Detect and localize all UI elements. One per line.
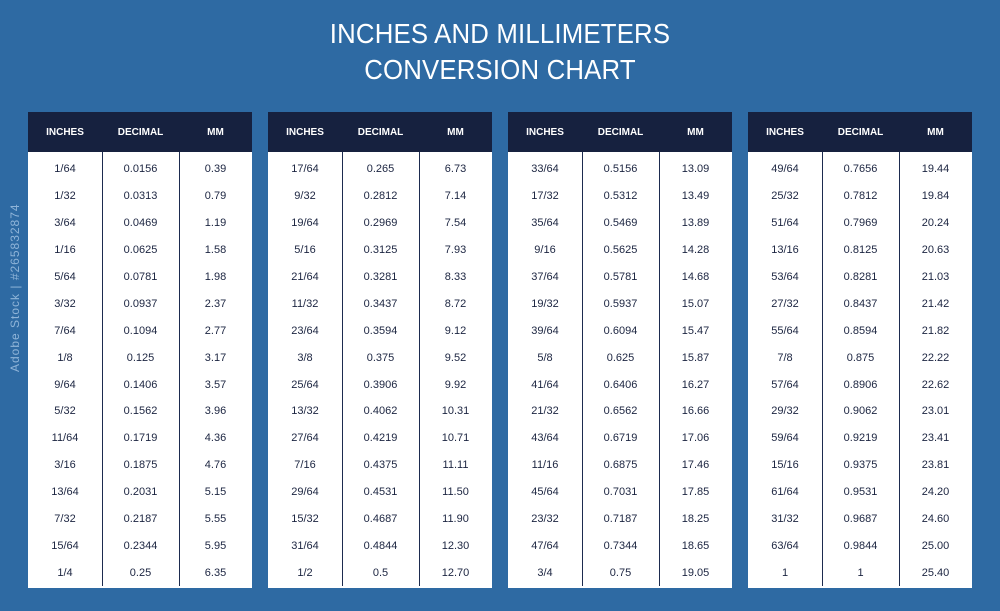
cell-decimal: 0.625: [606, 351, 635, 364]
cell-inches: 15/16: [771, 459, 799, 472]
cell-mm: 19.05: [681, 566, 710, 579]
cell-inches: 3/4: [537, 566, 553, 579]
cell-inches: 31/64: [291, 539, 319, 552]
cell-inches: 49/64: [771, 163, 799, 176]
cell-decimal: 0.6562: [603, 405, 638, 418]
cell-inches: 27/32: [771, 297, 799, 310]
cell-inches: 29/64: [291, 486, 319, 499]
rows-container: [508, 156, 732, 586]
cell-inches: 27/64: [291, 432, 319, 445]
cell-decimal: 0.5: [372, 566, 389, 579]
cell-inches: 1: [781, 566, 789, 579]
table-row: [268, 452, 492, 479]
cell-mm: 12.30: [441, 539, 470, 552]
cell-inches: 11/64: [51, 432, 79, 445]
cell-mm: 20.24: [921, 217, 950, 230]
cell-inches: 15/64: [51, 539, 79, 552]
table-row: [748, 183, 972, 210]
cell-decimal: 1: [857, 566, 864, 579]
cell-inches: 1/4: [57, 566, 73, 579]
cell-mm: 25.40: [921, 566, 950, 579]
cell-inches: 35/64: [531, 217, 559, 230]
cell-inches: 21/32: [531, 405, 559, 418]
cell-decimal: 0.7187: [603, 513, 638, 526]
cell-mm: 4.36: [204, 432, 227, 445]
cell-decimal: 0.9375: [843, 459, 878, 472]
cell-mm: 18.25: [681, 513, 710, 526]
cell-mm: 11.50: [442, 486, 469, 499]
cell-mm: 23.01: [921, 405, 950, 418]
cell-inches: 55/64: [771, 324, 799, 337]
cell-decimal: 0.2812: [363, 190, 398, 203]
cell-decimal: 0.4375: [363, 459, 398, 472]
header-mm: MM: [447, 126, 464, 138]
cell-inches: 3/64: [54, 217, 76, 230]
table-row: [508, 559, 732, 586]
table-row: [268, 264, 492, 291]
cell-mm: 8.33: [444, 271, 467, 283]
cell-mm: 17.85: [681, 486, 710, 499]
cell-inches: 25/64: [291, 378, 319, 391]
table-row: [508, 532, 732, 559]
title-line-1: INCHES AND MILLIMETERS: [329, 18, 671, 49]
cell-decimal: 0.125: [126, 351, 155, 364]
table-row: [508, 317, 732, 344]
table-row: [28, 479, 252, 506]
cell-inches: 9/32: [294, 190, 316, 203]
cell-inches: 11/32: [291, 297, 319, 310]
cell-inches: 13/64: [51, 486, 79, 499]
cell-mm: 7.93: [444, 244, 467, 257]
cell-inches: 5/32: [54, 405, 76, 418]
cell-mm: 15.87: [681, 351, 710, 364]
cell-mm: 2.37: [204, 297, 227, 310]
cell-inches: 61/64: [771, 486, 799, 499]
cell-mm: 24.60: [921, 513, 950, 526]
table-row: [28, 398, 252, 425]
rows-container: [268, 156, 492, 586]
cell-mm: 24.20: [921, 486, 950, 499]
cell-inches: 1/8: [57, 351, 73, 364]
table-row: [748, 237, 972, 264]
cell-decimal: 0.5781: [603, 271, 638, 283]
table-row: [268, 183, 492, 210]
cell-inches: 1/16: [54, 244, 76, 257]
conversion-table-4: [748, 112, 972, 588]
table-body: [28, 152, 252, 588]
cell-mm: 22.22: [921, 351, 950, 364]
cell-mm: 21.42: [921, 297, 950, 310]
rows-container: [28, 156, 252, 586]
cell-mm: 9.12: [444, 324, 467, 337]
cell-mm: 5.95: [204, 539, 227, 552]
table-row: [268, 532, 492, 559]
cell-mm: 9.52: [444, 351, 467, 364]
cell-decimal: 0.8281: [843, 271, 878, 283]
cell-decimal: 0.375: [366, 351, 395, 364]
cell-mm: 1.58: [204, 244, 227, 257]
cell-mm: 8.72: [444, 297, 467, 310]
cell-decimal: 0.2969: [363, 217, 398, 230]
cell-mm: 3.57: [204, 378, 227, 391]
table-row: [508, 479, 732, 506]
conversion-table-3: [508, 112, 732, 588]
cell-mm: 14.68: [681, 271, 710, 283]
cell-decimal: 0.875: [846, 351, 875, 364]
table-header: [508, 112, 732, 152]
cell-mm: 11.90: [442, 513, 469, 526]
cell-inches: 51/64: [771, 217, 799, 230]
cell-decimal: 0.6719: [603, 432, 638, 445]
table-row: [268, 559, 492, 586]
cell-decimal: 0.1875: [123, 459, 158, 472]
cell-mm: 21.82: [921, 324, 950, 337]
cell-decimal: 0.3906: [363, 378, 398, 391]
cell-decimal: 0.2187: [123, 513, 158, 526]
table-row: [508, 344, 732, 371]
table-row: [28, 532, 252, 559]
cell-decimal: 0.9219: [843, 432, 878, 445]
cell-decimal: 0.25: [129, 566, 152, 579]
cell-mm: 10.71: [441, 432, 470, 445]
header-mm: MM: [207, 126, 224, 138]
cell-decimal: 0.4687: [363, 513, 398, 526]
table-row: [28, 290, 252, 317]
cell-mm: 3.96: [204, 405, 227, 418]
table-row: [268, 317, 492, 344]
table-row: [748, 398, 972, 425]
table-row: [268, 344, 492, 371]
table-row: [508, 156, 732, 183]
cell-mm: 10.31: [441, 405, 470, 418]
cell-decimal: 0.0781: [123, 271, 158, 283]
cell-mm: 22.62: [921, 378, 950, 391]
table-row: [748, 290, 972, 317]
cell-decimal: 0.0625: [123, 244, 158, 257]
cell-decimal: 0.8437: [843, 297, 878, 310]
cell-decimal: 0.9062: [843, 405, 878, 418]
cell-mm: 12.70: [441, 566, 470, 579]
cell-decimal: 0.9844: [843, 539, 878, 552]
cell-decimal: 0.5312: [603, 190, 638, 203]
cell-decimal: 0.4219: [363, 432, 398, 445]
cell-mm: 1.98: [204, 271, 227, 283]
cell-mm: 7.54: [444, 217, 467, 230]
cell-decimal: 0.9531: [843, 486, 878, 499]
cell-decimal: 0.7344: [603, 539, 638, 552]
cell-decimal: 0.7812: [843, 190, 878, 203]
table-row: [28, 210, 252, 237]
header-inches: INCHES: [46, 126, 84, 138]
cell-inches: 13/16: [771, 244, 799, 257]
cell-inches: 31/32: [771, 513, 799, 526]
cell-inches: 29/32: [771, 405, 799, 418]
table-row: [268, 210, 492, 237]
cell-decimal: 0.1406: [123, 378, 158, 391]
cell-decimal: 0.5625: [603, 244, 638, 257]
cell-inches: 1/2: [297, 566, 313, 579]
table-row: [508, 264, 732, 291]
cell-inches: 25/32: [771, 190, 799, 203]
cell-decimal: 0.7656: [843, 163, 878, 176]
cell-mm: 25.00: [921, 539, 950, 552]
cell-mm: 19.84: [921, 190, 950, 203]
header-decimal: DECIMAL: [597, 126, 644, 138]
cell-inches: 19/32: [531, 297, 559, 310]
cell-mm: 0.39: [204, 163, 227, 176]
stock-id-text: Adobe Stock | #265832874: [8, 203, 22, 372]
cell-mm: 13.49: [681, 190, 710, 203]
table-row: [268, 425, 492, 452]
cell-mm: 2.77: [204, 324, 227, 337]
cell-decimal: 0.5156: [603, 163, 638, 176]
cell-decimal: 0.8594: [843, 324, 878, 337]
table-row: [508, 506, 732, 533]
cell-mm: 13.89: [681, 217, 710, 230]
cell-inches: 17/32: [531, 190, 559, 203]
conversion-table-2: [268, 112, 492, 588]
cell-inches: 47/64: [531, 539, 559, 552]
cell-inches: 3/32: [54, 297, 76, 310]
table-header: [268, 112, 492, 152]
table-header: [748, 112, 972, 152]
cell-mm: 5.15: [204, 486, 227, 499]
cell-mm: 5.55: [204, 513, 227, 526]
cell-decimal: 0.7031: [603, 486, 638, 499]
cell-mm: 4.76: [204, 459, 227, 472]
header-mm: MM: [687, 126, 704, 138]
cell-decimal: 0.2031: [123, 486, 158, 499]
table-row: [28, 317, 252, 344]
table-row: [508, 237, 732, 264]
table-row: [28, 506, 252, 533]
cell-decimal: 0.7969: [843, 217, 878, 230]
table-row: [268, 479, 492, 506]
cell-mm: 0.79: [204, 190, 227, 203]
cell-inches: 15/32: [291, 513, 319, 526]
table-row: [28, 559, 252, 586]
cell-inches: 45/64: [531, 486, 559, 499]
cell-decimal: 0.1094: [123, 324, 158, 337]
title-line-2: CONVERSION CHART: [364, 54, 636, 85]
cell-inches: 33/64: [531, 163, 559, 176]
cell-mm: 3.17: [204, 351, 227, 364]
table-row: [748, 264, 972, 291]
table-row: [28, 371, 252, 398]
cell-inches: 39/64: [531, 324, 559, 337]
cell-decimal: 0.0156: [123, 163, 158, 176]
table-row: [268, 506, 492, 533]
cell-inches: 9/64: [54, 378, 76, 391]
cell-decimal: 0.4531: [363, 486, 398, 499]
cell-inches: 7/32: [54, 513, 76, 526]
cell-mm: 15.07: [681, 297, 710, 310]
cell-inches: 63/64: [771, 539, 799, 552]
cell-decimal: 0.5937: [603, 297, 638, 310]
table-row: [28, 237, 252, 264]
table-row: [748, 425, 972, 452]
cell-inches: 11/16: [531, 459, 559, 472]
cell-mm: 14.28: [681, 244, 710, 257]
cell-inches: 21/64: [291, 271, 319, 283]
cell-inches: 17/64: [291, 163, 319, 176]
table-row: [748, 506, 972, 533]
conversion-table-1: [28, 112, 252, 588]
cell-mm: 17.06: [681, 432, 710, 445]
table-row: [28, 452, 252, 479]
cell-decimal: 0.3594: [363, 324, 398, 337]
table-row: [748, 532, 972, 559]
cell-inches: 19/64: [291, 217, 319, 230]
table-row: [748, 210, 972, 237]
table-row: [268, 156, 492, 183]
cell-inches: 1/64: [54, 163, 76, 176]
cell-inches: 3/8: [297, 351, 313, 364]
header-inches: INCHES: [766, 126, 804, 138]
table-row: [508, 210, 732, 237]
table-row: [268, 290, 492, 317]
cell-decimal: 0.6875: [603, 459, 638, 472]
table-body: [748, 152, 972, 588]
cell-decimal: 0.1719: [123, 432, 158, 445]
header-decimal: DECIMAL: [837, 126, 884, 138]
table-row: [268, 398, 492, 425]
rows-container: [748, 156, 972, 586]
cell-decimal: 0.9687: [843, 513, 878, 526]
cell-mm: 11.11: [442, 459, 469, 472]
table-row: [28, 264, 252, 291]
table-row: [268, 371, 492, 398]
cell-inches: 43/64: [531, 432, 559, 445]
cell-inches: 53/64: [771, 271, 799, 283]
cell-inches: 5/8: [537, 351, 553, 364]
cell-decimal: 0.0937: [123, 297, 158, 310]
cell-decimal: 0.6094: [603, 324, 638, 337]
cell-mm: 16.66: [681, 405, 710, 418]
table-body: [508, 152, 732, 588]
cell-decimal: 0.265: [366, 163, 395, 176]
table-row: [748, 156, 972, 183]
table-header: [28, 112, 252, 152]
table-row: [748, 479, 972, 506]
table-row: [28, 183, 252, 210]
header-mm: MM: [927, 126, 944, 138]
cell-mm: 7.14: [444, 190, 467, 203]
cell-decimal: 0.4844: [363, 539, 398, 552]
cell-decimal: 0.75: [609, 566, 632, 579]
table-row: [508, 371, 732, 398]
table-row: [748, 559, 972, 586]
table-row: [748, 452, 972, 479]
cell-inches: 41/64: [531, 378, 559, 391]
cell-decimal: 0.4062: [363, 405, 398, 418]
cell-mm: 21.03: [921, 271, 950, 283]
cell-mm: 19.44: [921, 163, 950, 176]
cell-decimal: 0.8125: [843, 244, 878, 257]
table-body: [268, 152, 492, 588]
cell-inches: 13/32: [291, 405, 319, 418]
table-row: [28, 156, 252, 183]
table-row: [508, 425, 732, 452]
table-row: [508, 183, 732, 210]
cell-mm: 20.63: [921, 244, 950, 257]
cell-inches: 3/16: [54, 459, 76, 472]
header-decimal: DECIMAL: [117, 126, 164, 138]
cell-mm: 13.09: [681, 163, 710, 176]
cell-inches: 57/64: [771, 378, 799, 391]
header-inches: INCHES: [286, 126, 324, 138]
cell-decimal: 0.5469: [603, 217, 638, 230]
header-inches: INCHES: [526, 126, 564, 138]
cell-inches: 7/64: [54, 324, 76, 337]
cell-decimal: 0.6406: [603, 378, 638, 391]
table-row: [748, 317, 972, 344]
cell-decimal: 0.0469: [123, 217, 158, 230]
cell-mm: 18.65: [681, 539, 710, 552]
cell-inches: 59/64: [771, 432, 799, 445]
cell-inches: 5/64: [54, 271, 76, 283]
table-row: [508, 398, 732, 425]
cell-decimal: 0.3125: [363, 244, 398, 257]
cell-mm: 9.92: [444, 378, 467, 391]
table-row: [508, 290, 732, 317]
table-row: [748, 371, 972, 398]
cell-decimal: 0.8906: [843, 378, 878, 391]
table-row: [28, 344, 252, 371]
cell-mm: 17.46: [681, 459, 710, 472]
cell-inches: 37/64: [531, 271, 559, 283]
header-decimal: DECIMAL: [357, 126, 404, 138]
cell-inches: 7/8: [777, 351, 793, 364]
cell-inches: 7/16: [294, 459, 316, 472]
cell-inches: 23/64: [291, 324, 319, 337]
cell-inches: 5/16: [294, 244, 316, 257]
table-row: [748, 344, 972, 371]
cell-inches: 1/32: [54, 190, 76, 203]
table-row: [268, 237, 492, 264]
cell-mm: 6.73: [444, 163, 467, 176]
cell-mm: 1.19: [204, 217, 227, 230]
cell-mm: 6.35: [204, 566, 227, 579]
cell-decimal: 0.1562: [123, 405, 158, 418]
chart-title: [40, 16, 960, 88]
cell-decimal: 0.2344: [123, 539, 158, 552]
table-row: [508, 452, 732, 479]
cell-inches: 9/16: [534, 244, 556, 257]
cell-decimal: 0.3437: [363, 297, 398, 310]
cell-mm: 23.81: [921, 459, 950, 472]
cell-inches: 23/32: [531, 513, 559, 526]
cell-decimal: 0.3281: [363, 271, 398, 283]
cell-mm: 23.41: [921, 432, 950, 445]
cell-mm: 15.47: [681, 324, 710, 337]
cell-mm: 16.27: [681, 378, 710, 391]
table-row: [28, 425, 252, 452]
cell-decimal: 0.0313: [123, 190, 158, 203]
